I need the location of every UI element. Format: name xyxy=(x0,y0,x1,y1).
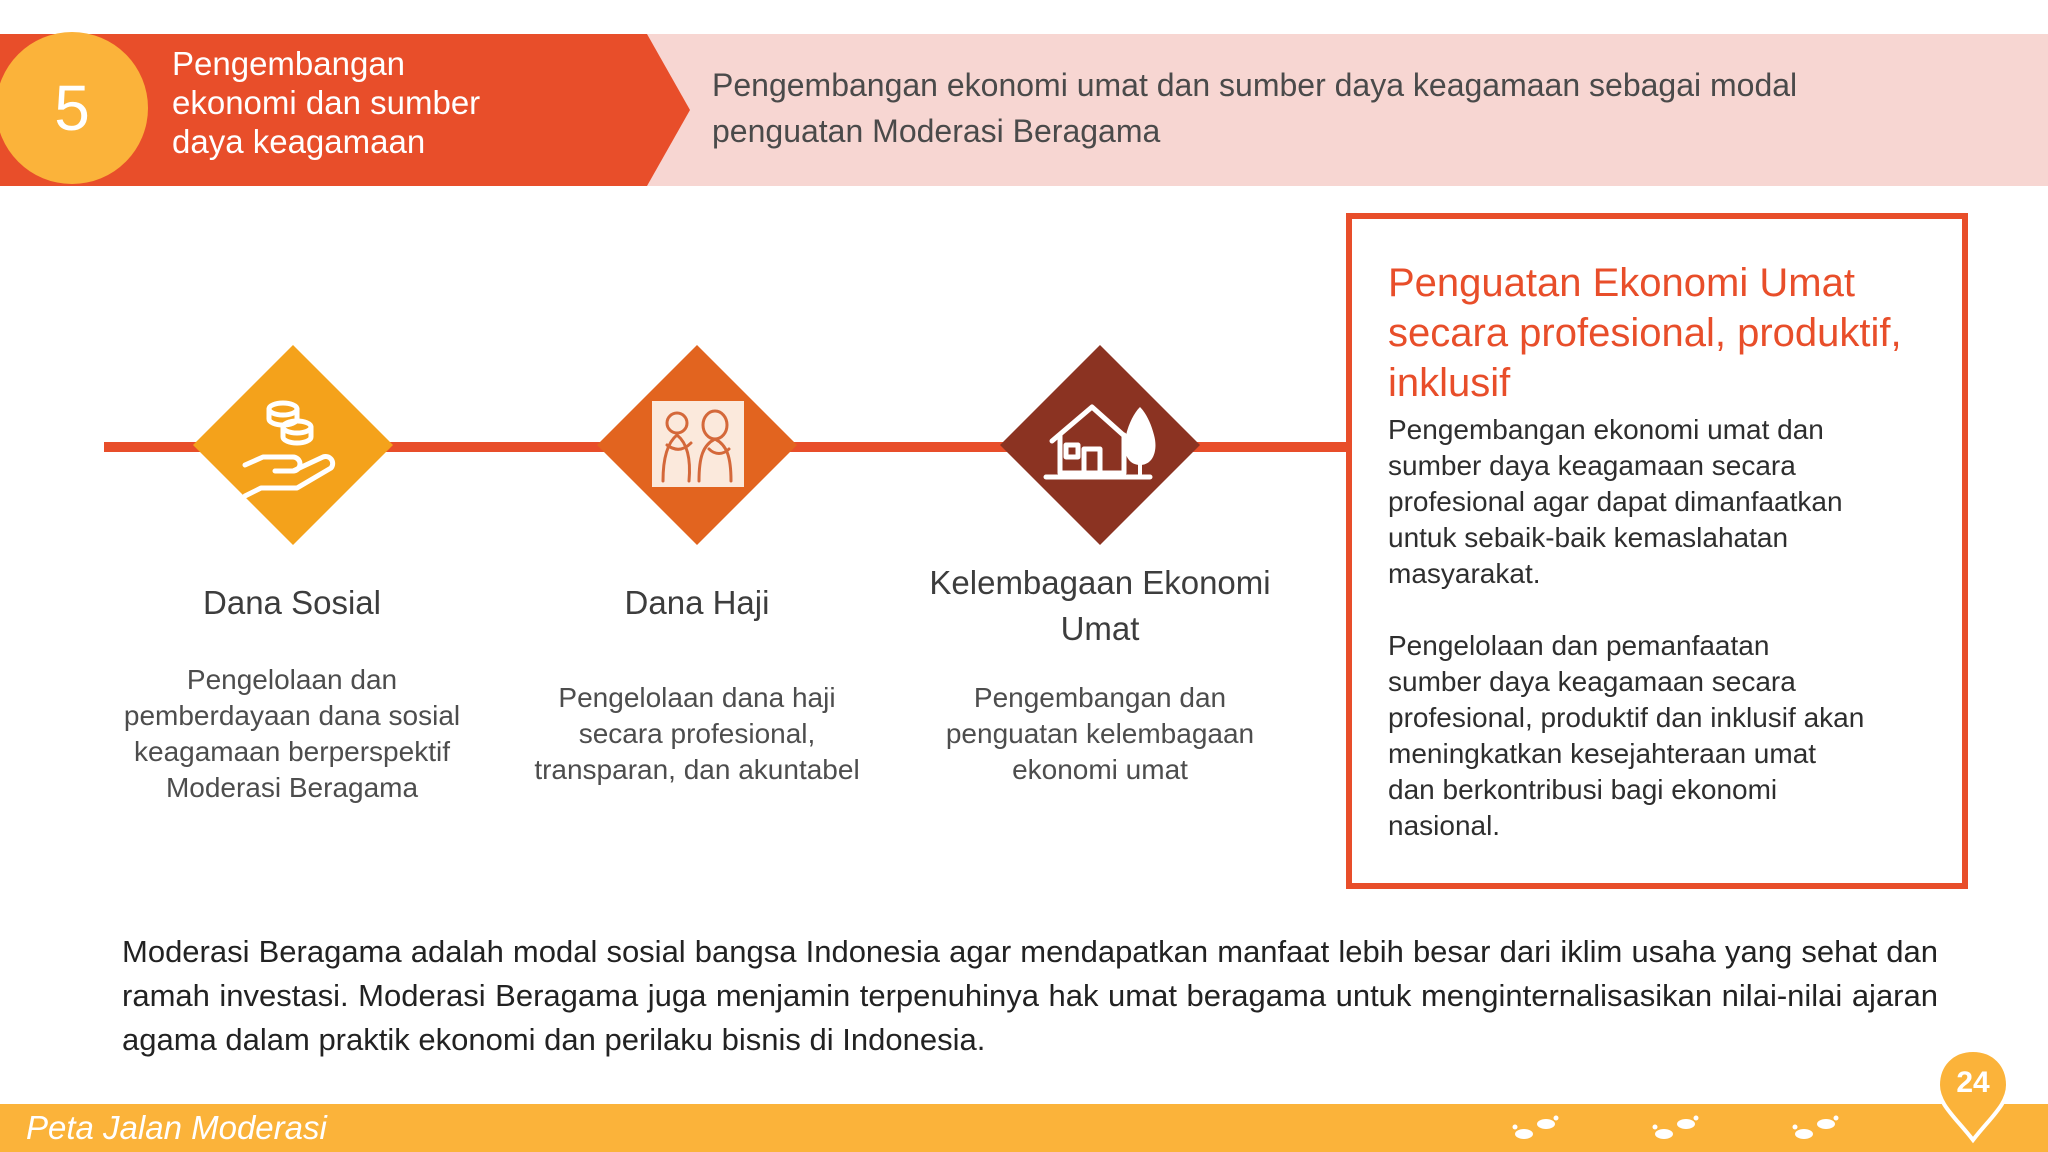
section-title-line: ekonomi dan sumber xyxy=(172,84,481,121)
kelembagaan-diamond xyxy=(1000,345,1200,545)
item-title-dana-haji xyxy=(497,580,897,626)
section-title-line: daya keagamaan xyxy=(172,123,426,160)
highlight-line: masyarakat. xyxy=(1388,558,1541,589)
section-description-line: Pengembangan ekonomi umat dan sumber daya keagamaan sebagai modal xyxy=(712,67,1798,103)
item-title-line: Umat xyxy=(1060,610,1140,647)
highlight-paragraph-2 xyxy=(1388,628,1928,844)
item-desc-line: keagamaan berperspektif xyxy=(134,736,450,767)
item-title-kelembagaan xyxy=(900,560,1300,652)
highlight-line: Pengembangan ekonomi umat dan xyxy=(1388,414,1824,445)
highlight-title-line: Penguatan Ekonomi Umat xyxy=(1388,261,1855,305)
highlight-line: profesional, produktif dan inklusif akan xyxy=(1388,702,1865,733)
item-desc-line: Pengelolaan dan xyxy=(186,664,398,695)
highlight-line: sumber daya keagamaan secara xyxy=(1388,450,1796,481)
section-title xyxy=(172,44,592,161)
highlight-line: dan berkontribusi bagi ekonomi xyxy=(1388,774,1778,805)
footprints-icon xyxy=(1652,1114,1702,1144)
section-description-line: penguatan Moderasi Beragama xyxy=(712,113,1161,149)
item-title-dana-sosial xyxy=(92,580,492,626)
item-title-line: Kelembagaan Ekonomi xyxy=(929,564,1271,601)
highlight-title xyxy=(1388,258,1948,408)
highlight-line: Pengelolaan dan pemanfaatan xyxy=(1388,630,1770,661)
highlight-paragraph-1 xyxy=(1388,412,1928,592)
summary-paragraph: Moderasi Beragama adalah modal sosial bangsa Indonesia agar mendapatkan manfaat lebih besar dari iklim usaha yang sehat dan ramah investasi. Moderasi Beragama juga menjamin terpenuhinya hak umat beragama untuk menginternalisasikan nilai-nilai ajaran agama dalam praktik ekonomi dan perilaku bisnis di Indonesia. xyxy=(122,934,1938,1057)
item-desc-kelembagaan xyxy=(900,680,1300,788)
footprints-icon xyxy=(1792,1114,1842,1144)
item-desc-line: Pengelolaan dana haji xyxy=(558,682,836,713)
item-desc-line: Pengembangan dan xyxy=(973,682,1227,713)
item-title-line: Dana Sosial xyxy=(203,584,381,621)
highlight-title-line: secara profesional, produktif, xyxy=(1388,311,1902,355)
item-desc-line: secara profesional, xyxy=(578,718,816,749)
highlight-line: untuk sebaik-baik kemaslahatan xyxy=(1388,522,1789,553)
highlight-line: nasional. xyxy=(1388,810,1501,841)
section-number: 5 xyxy=(54,72,90,144)
dana-haji-diamond xyxy=(597,345,797,545)
item-desc-dana-haji xyxy=(497,680,897,788)
item-desc-line: ekonomi umat xyxy=(1012,754,1188,785)
highlight-line: sumber daya keagamaan secara xyxy=(1388,666,1796,697)
page-number: 24 xyxy=(1956,1066,1990,1099)
item-desc-line: pemberdayaan dana sosial xyxy=(123,700,461,731)
house-tree-icon xyxy=(1000,345,1200,545)
hajj-pilgrims-icon xyxy=(597,345,797,545)
highlight-line: profesional agar dapat dimanfaatkan xyxy=(1388,486,1843,517)
item-desc-line: penguatan kelembagaan xyxy=(945,718,1255,749)
item-desc-line: Moderasi Beragama xyxy=(165,772,419,803)
footer-title: Peta Jalan Moderasi xyxy=(26,1109,327,1146)
highlight-title-line: inklusif xyxy=(1388,361,1511,405)
section-description xyxy=(712,62,2002,154)
footprints-icon xyxy=(1512,1114,1562,1144)
section-number-badge xyxy=(0,32,148,184)
item-desc-line: transparan, dan akuntabel xyxy=(534,754,860,785)
item-title-line: Dana Haji xyxy=(624,584,770,621)
highlight-line: meningkatkan kesejahteraan umat xyxy=(1388,738,1817,769)
coins-hand-icon xyxy=(193,345,393,545)
section-title-line: Pengembangan xyxy=(172,45,406,82)
item-desc-dana-sosial xyxy=(92,662,492,806)
dana-sosial-diamond xyxy=(193,345,393,545)
